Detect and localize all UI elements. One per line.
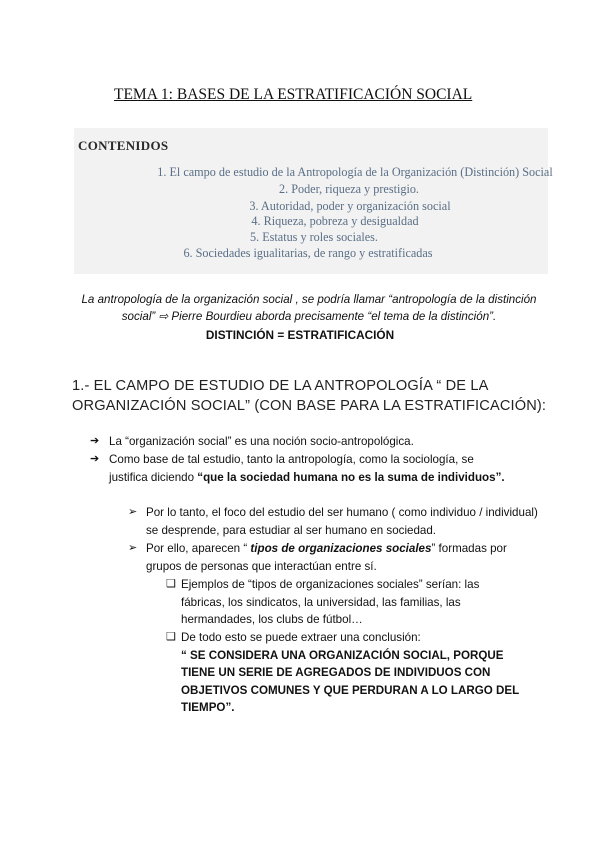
distinction-formula: DISTINCIÓN = ESTRATIFICACIÓN <box>205 328 395 342</box>
list-item-text-bold: “que la sociedad humana no es la suma de individuos”. <box>197 470 505 484</box>
list-item-text: Por lo tanto, el foco del estudio del ser humano ( como individuo / individual) se desprende, para estudiar al ser humano en sociedad. <box>146 506 538 537</box>
arrowhead-bullet-icon: ➢ <box>128 542 138 554</box>
box-bullet-icon: ❑ <box>166 578 176 590</box>
list-item <box>128 504 550 539</box>
list-item-text-regular: Por ello, aparecen “ <box>146 542 251 555</box>
conclusion-text: “ SE CONSIDERA UNA ORGANIZACIÓN SOCIAL, PORQUE TIENE UN SERIE DE AGREGADOS DE INDIVIDUOS CON OBJETIVOS COMUNES Y QUE PERDURAN A LO LARGO DEL TIEMPO”. <box>181 648 519 714</box>
section-heading: 1.- EL CAMPO DE ESTUDIO DE LA ANTROPOLOGÍA “ DE LA ORGANIZACIÓN SOCIAL” (CON BASE PARA LA ESTRATIFICACIÓN): <box>72 378 547 414</box>
list-item <box>128 540 538 575</box>
arrow-icon: ⇨ <box>158 310 169 323</box>
contents-item: 3. Autoridad, poder y organización social <box>249 199 451 213</box>
list-item-text <box>90 451 510 486</box>
list-item <box>166 629 538 717</box>
list-item <box>166 576 526 629</box>
contents-item: 4. Riqueza, pobreza y desigualdad <box>251 214 419 228</box>
list-item-text-regular: ” formadas por grupos de personas que interactúan entre sí. <box>146 542 507 573</box>
arrowhead-bullet-icon: ➢ <box>128 506 138 518</box>
list-item-text <box>128 540 538 575</box>
box-bullet-icon: ❑ <box>166 631 176 643</box>
list-item-text: De todo esto se puede extraer una conclusión: <box>181 631 421 644</box>
intro-text-1: La antropología de la organización social , se podría llamar “antropología de la distinción social” <box>81 293 537 323</box>
intro-text-2: Pierre Bourdieu aborda precisamente “el tema de la distinción”. <box>168 310 497 323</box>
list-item-text: Ejemplos de “tipos de organizaciones sociales” serían: las fábricas, los sindicatos, la universidad, las familias, las hermandades, los clubs de fútbol… <box>181 578 480 626</box>
contents-heading: CONTENIDOS <box>78 138 169 153</box>
arrow-bullet-icon: ➔ <box>90 435 100 447</box>
contents-item: 6. Sociedades igualitarias, de rango y estratificadas <box>183 246 433 260</box>
list-item-text-regular: Como base de tal estudio, tanto la antropología, como la sociología, se justifica diciendo <box>109 453 474 484</box>
arrow-bullet-icon: ➔ <box>90 453 100 465</box>
list-item-text: La “organización social” es una noción socio-antropológica. <box>109 435 414 448</box>
intro-paragraph <box>74 291 544 325</box>
list-item-text-bold-italic: tipos de organizaciones sociales <box>250 542 432 555</box>
list-item <box>90 451 510 486</box>
page-title: TEMA 1: BASES DE LA ESTRATIFICACIÓN SOCIAL <box>114 86 473 103</box>
contents-item: 1. El campo de estudio de la Antropología de la Organización (Distinción) Social <box>157 165 553 179</box>
list-item <box>90 433 550 451</box>
contents-item: 5. Estatus y roles sociales. <box>250 230 378 244</box>
contents-item: 2. Poder, riqueza y prestigio. <box>279 182 419 196</box>
